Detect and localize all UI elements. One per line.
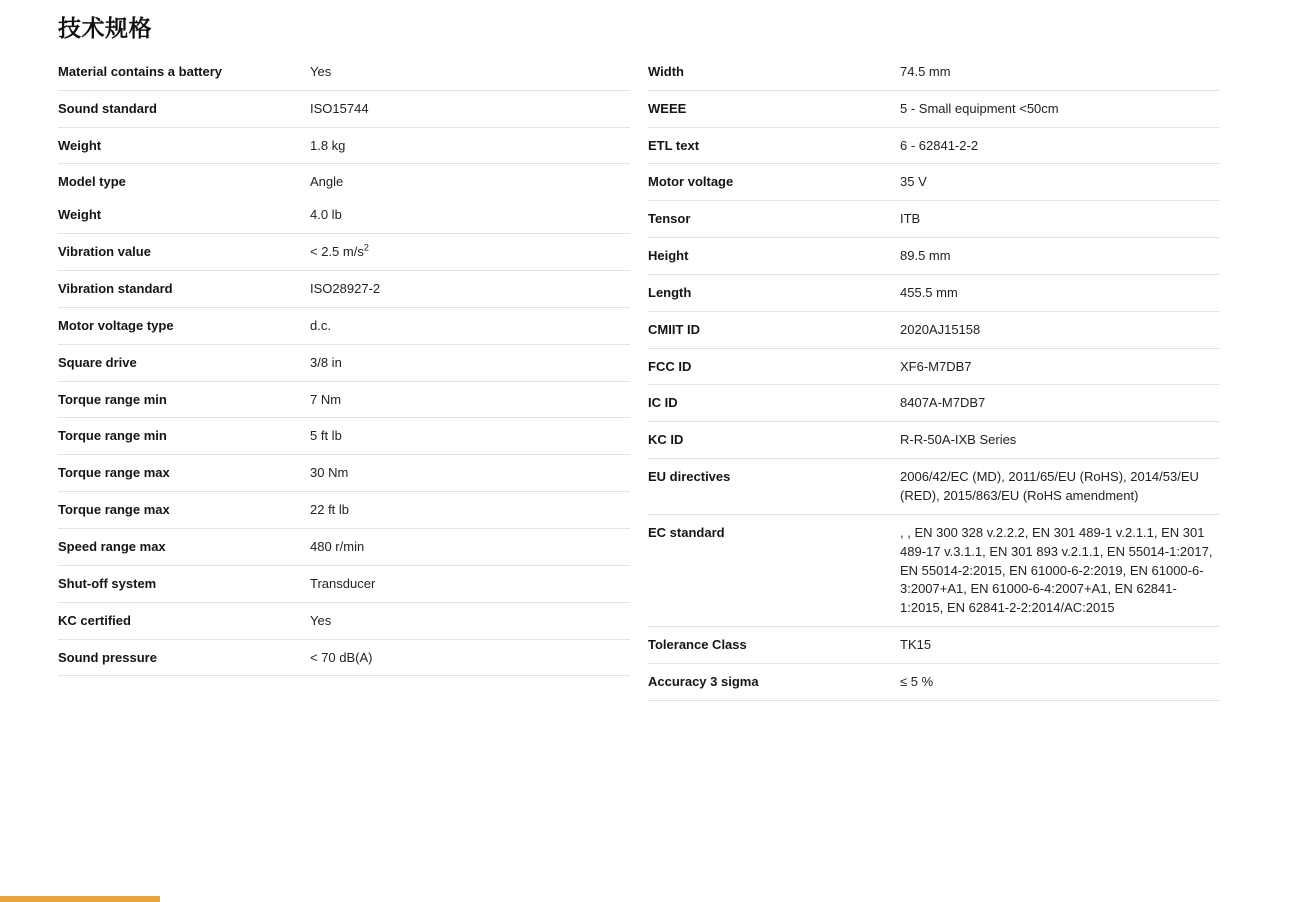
table-row	[58, 308, 630, 345]
table-row	[58, 164, 630, 197]
spec-label: Sound pressure	[58, 649, 157, 665]
table-row	[648, 627, 1220, 664]
spec-label: EC standard	[648, 524, 725, 540]
spec-label: Vibration value	[58, 244, 151, 260]
spec-label: KC ID	[648, 432, 684, 448]
spec-label: EU directives	[648, 469, 731, 485]
spec-column-right	[648, 54, 1220, 701]
accent-bar	[0, 896, 160, 902]
table-row	[648, 385, 1220, 422]
spec-value: Yes	[310, 612, 332, 628]
table-row	[648, 422, 1220, 459]
spec-value: < 2.5 $m/s^2$	[310, 242, 369, 260]
spec-value: Yes	[310, 63, 332, 79]
table-row	[58, 382, 630, 419]
spec-value: 480 r/min	[310, 539, 365, 555]
table-row	[648, 349, 1220, 386]
spec-value: ITB	[900, 211, 921, 227]
spec-value: 5 ft lb	[310, 428, 342, 444]
spec-value: Transducer	[310, 575, 376, 591]
spec-label: Weight	[58, 207, 102, 223]
spec-label: Shut-off system	[58, 575, 157, 591]
table-row	[58, 640, 630, 677]
spec-label: Weight	[58, 137, 102, 153]
table-row	[58, 492, 630, 529]
table-row	[58, 566, 630, 603]
spec-value: d.c.	[310, 317, 331, 333]
table-row	[648, 459, 1220, 515]
table-row	[648, 128, 1220, 165]
spec-value: 74.5 mm	[900, 63, 951, 79]
spec-value: ≤ 5 %	[900, 673, 934, 689]
spec-value: 6 - 62841-2-2	[900, 137, 979, 153]
spec-value: 22 ft lb	[310, 502, 350, 518]
spec-label: Model type	[58, 174, 126, 190]
bottom-accent-strip	[0, 896, 1307, 902]
spec-label: Vibration standard	[58, 281, 173, 297]
spec-label: Torque range min	[58, 428, 167, 444]
page-title: 技术规格	[58, 15, 152, 41]
table-row	[58, 234, 630, 271]
spec-value: 7 Nm	[310, 391, 342, 407]
spec-label: CMIIT ID	[648, 321, 700, 337]
spec-value: 1.8 kg	[310, 137, 346, 153]
table-row	[648, 238, 1220, 275]
table-row	[648, 201, 1220, 238]
spec-value: XF6-M7DB7	[900, 358, 972, 374]
spec-label: IC ID	[648, 395, 678, 411]
spec-label: Torque range max	[58, 465, 170, 481]
spec-label: Height	[648, 248, 689, 264]
table-row	[58, 197, 630, 234]
table-row	[58, 529, 630, 566]
table-row	[58, 271, 630, 308]
spec-value: R-R-50A-IXB Series	[900, 432, 1017, 448]
spec-label: Square drive	[58, 354, 137, 370]
table-row	[648, 91, 1220, 128]
spec-value: 5 - Small equipment <50cm	[900, 100, 1059, 116]
spec-value: , , EN 300 328 v.2.2.2, EN 301 489-1 v.2.1.1, EN 301 489-17 v.3.1.1, EN 301 893 v.2.1.1, EN 55014-1:2017, EN 55014-2:2015, EN 61000-6-2:2019, EN 61000-6-3:2007+A1, EN 61000-6-4:2007+A1, EN 62841-1:2015, EN 62841-2-2:2014/AC:2015	[900, 524, 1213, 616]
table-row	[648, 312, 1220, 349]
spec-value: 35 V	[900, 174, 927, 190]
accent-bar-rest	[160, 896, 1307, 902]
table-row	[648, 664, 1220, 701]
table-row	[58, 54, 630, 91]
table-row	[648, 515, 1220, 627]
table-row	[648, 164, 1220, 201]
spec-label: Motor voltage type	[58, 317, 174, 333]
table-row	[58, 345, 630, 382]
spec-column-left	[58, 54, 630, 677]
spec-label: ETL text	[648, 137, 700, 153]
table-row	[58, 455, 630, 492]
spec-label: Tensor	[648, 211, 691, 227]
spec-label: KC certified	[58, 612, 131, 628]
spec-value: ISO15744	[310, 100, 369, 116]
spec-label: Accuracy 3 sigma	[648, 673, 759, 689]
spec-value: 8407A-M7DB7	[900, 395, 986, 411]
spec-value: 4.0 lb	[310, 207, 342, 223]
spec-value: < 70 dB(A)	[310, 649, 373, 665]
spec-label: Length	[648, 284, 692, 300]
spec-label: Sound standard	[58, 100, 157, 116]
spec-value: 2006/42/EC (MD), 2011/65/EU (RoHS), 2014/53/EU (RED), 2015/863/EU (RoHS amendment)	[900, 469, 1199, 504]
table-row	[648, 275, 1220, 312]
table-row	[58, 128, 630, 165]
spec-label: Motor voltage	[648, 174, 734, 190]
spec-value: 2020AJ15158	[900, 321, 981, 337]
table-row	[648, 54, 1220, 91]
spec-label: WEEE	[648, 100, 687, 116]
table-row	[58, 91, 630, 128]
spec-value: 30 Nm	[310, 465, 349, 481]
spec-label: Material contains a battery	[58, 63, 222, 79]
table-row	[58, 418, 630, 455]
spec-value: 89.5 mm	[900, 248, 951, 264]
spec-label: Tolerance Class	[648, 637, 747, 653]
spec-value: ISO28927-2	[310, 281, 381, 297]
spec-columns	[58, 54, 1249, 701]
spec-label: Torque range min	[58, 391, 167, 407]
spec-value: TK15	[900, 637, 932, 653]
spec-value: Angle	[310, 174, 344, 190]
spec-value: 455.5 mm	[900, 284, 958, 300]
spec-value: 3/8 in	[310, 354, 342, 370]
spec-label: Width	[648, 63, 684, 79]
table-row	[58, 603, 630, 640]
spec-label: Speed range max	[58, 539, 166, 555]
spec-label: Torque range max	[58, 502, 170, 518]
spec-label: FCC ID	[648, 358, 692, 374]
